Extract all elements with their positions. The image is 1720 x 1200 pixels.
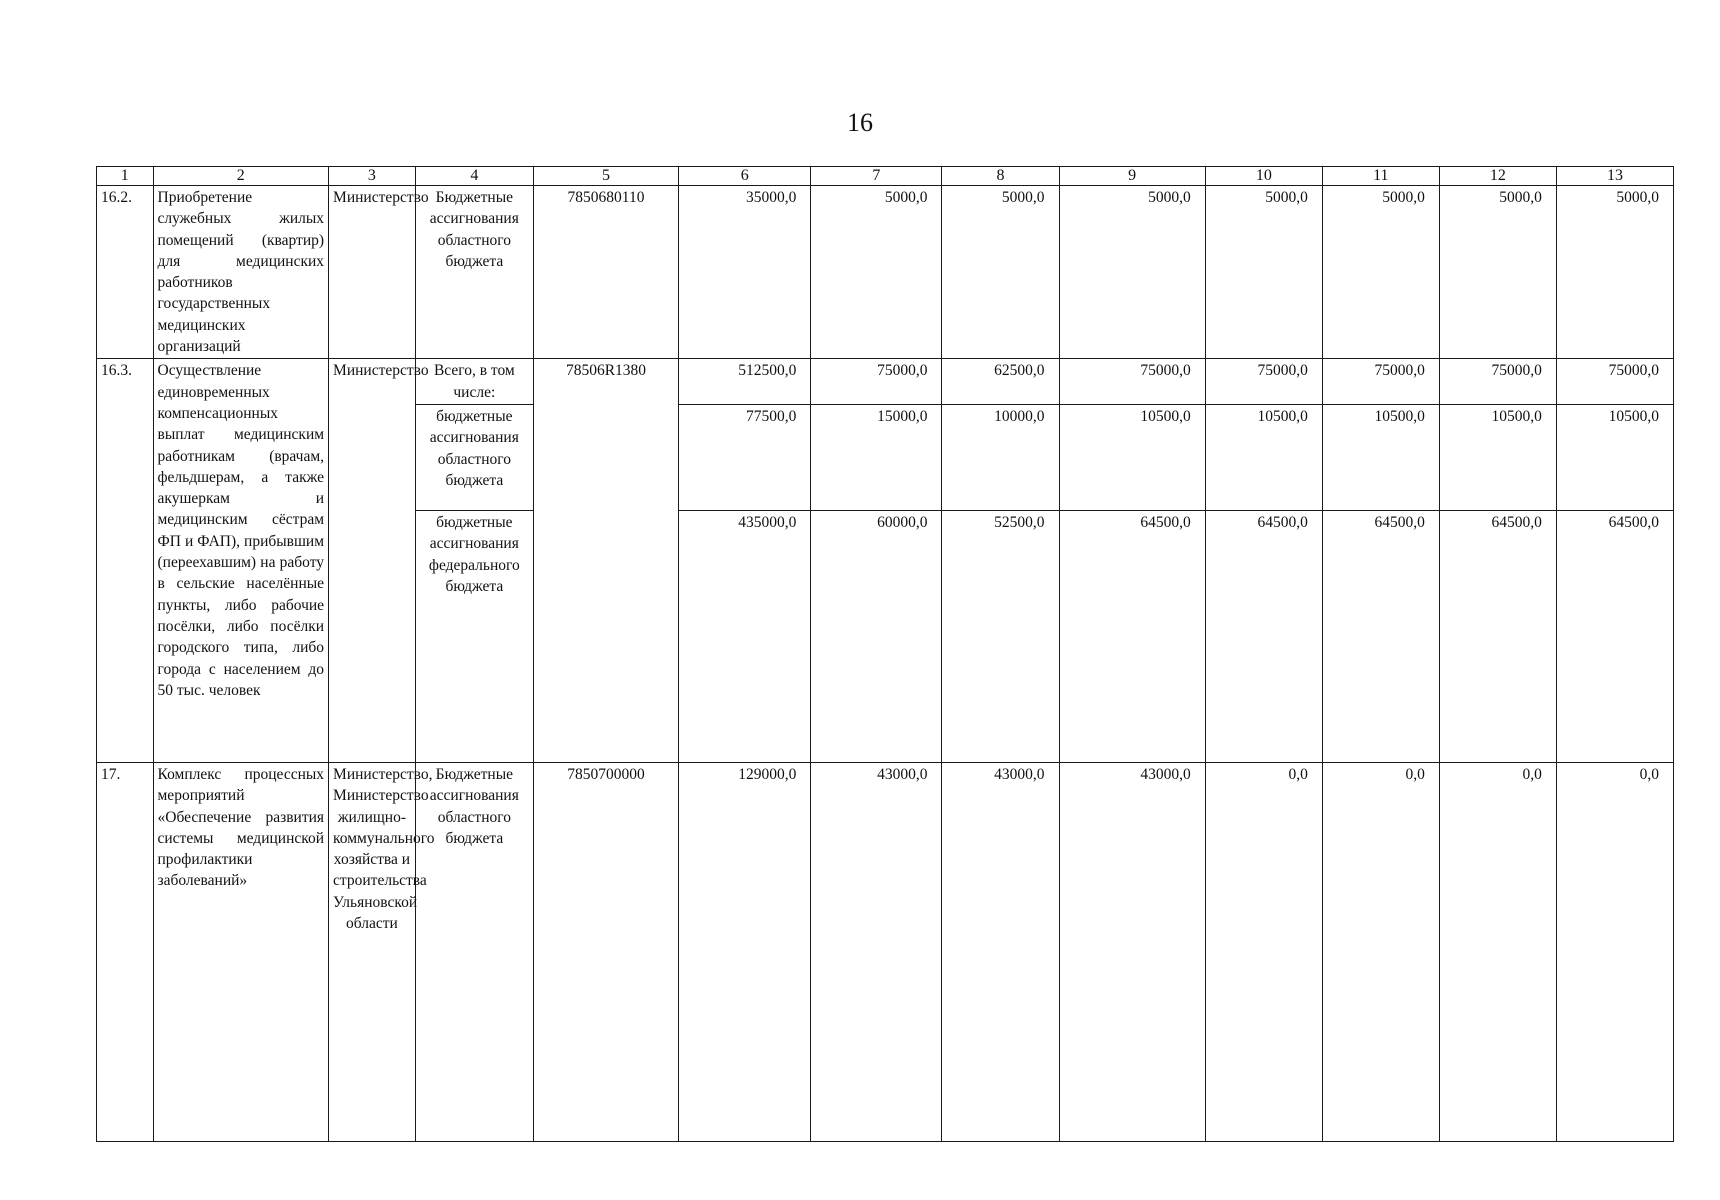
total-value: 35000,0: [679, 186, 811, 359]
year-value: 62500,0: [942, 359, 1059, 405]
year-value: 64500,0: [1439, 510, 1556, 762]
year-value: 5000,0: [1322, 186, 1439, 359]
year-value: 5000,0: [1205, 186, 1322, 359]
executor: Министерство: [329, 186, 416, 359]
year-value: 10500,0: [1322, 404, 1439, 510]
column-header: 12: [1439, 167, 1556, 186]
executor: Министерство, Министерство жилищно-коммунального хозяйства и строительства Ульяновской области: [329, 762, 416, 1141]
year-value: 5000,0: [1556, 186, 1673, 359]
year-value: 43000,0: [942, 762, 1059, 1141]
column-header: 2: [153, 167, 329, 186]
page-number: 16: [847, 108, 873, 137]
funding-source: бюджетные ассигнования федерального бюджета: [415, 510, 533, 762]
funding-source: Бюджетные ассигнования областного бюджета: [415, 762, 533, 1141]
year-value: 64500,0: [1556, 510, 1673, 762]
year-value: 10500,0: [1059, 404, 1205, 510]
column-header: 7: [811, 167, 942, 186]
column-header: 3: [329, 167, 416, 186]
year-value: 75000,0: [1439, 359, 1556, 405]
year-value: 10500,0: [1556, 404, 1673, 510]
table-row: [97, 359, 1674, 405]
column-header: 8: [942, 167, 1059, 186]
budget-code: 78506R1380: [533, 359, 678, 763]
header-row: [97, 167, 1674, 186]
year-value: 5000,0: [1439, 186, 1556, 359]
year-value: 64500,0: [1205, 510, 1322, 762]
funding-source: Бюджетные ассигнования областного бюджета: [415, 186, 533, 359]
funding-source: бюджетные ассигнования областного бюджета: [415, 404, 533, 510]
column-header: 1: [97, 167, 154, 186]
column-header: 10: [1205, 167, 1322, 186]
activity-name: Осуществление единовременных компенсационных выплат медицинским работникам (врачам, фельдшерам, а также акушеркам и медицинским сёстрам ФП и ФАП), прибывшим (переехавшим) на работу в сельские населённые пункты, либо рабочие посёлки, либо посёлки городского типа, либо города с населением до 50 тыс. человек: [153, 359, 329, 763]
year-value: 75000,0: [1556, 359, 1673, 405]
activity-name: Комплекс процессных мероприятий «Обеспечение развития системы медицинской профилактики заболеваний»: [153, 762, 329, 1141]
year-value: 15000,0: [811, 404, 942, 510]
year-value: 5000,0: [942, 186, 1059, 359]
year-value: 64500,0: [1059, 510, 1205, 762]
year-value: 10000,0: [942, 404, 1059, 510]
year-value: 0,0: [1322, 762, 1439, 1141]
row-number: 17.: [97, 762, 154, 1141]
year-value: 60000,0: [811, 510, 942, 762]
year-value: 10500,0: [1205, 404, 1322, 510]
year-value: 64500,0: [1322, 510, 1439, 762]
year-value: 10500,0: [1439, 404, 1556, 510]
column-header: 4: [415, 167, 533, 186]
budget-code: 7850700000: [533, 762, 678, 1141]
year-value: 0,0: [1556, 762, 1673, 1141]
total-value: 512500,0: [679, 359, 811, 405]
table-row: [97, 186, 1674, 359]
row-number: 16.2.: [97, 186, 154, 359]
table-row: [97, 762, 1674, 1141]
column-header: 6: [679, 167, 811, 186]
year-value: 5000,0: [811, 186, 942, 359]
year-value: 75000,0: [1322, 359, 1439, 405]
year-value: 0,0: [1205, 762, 1322, 1141]
row-number: 16.3.: [97, 359, 154, 763]
activity-name: Приобретение служебных жилых помещений (квартир) для медицинских работников государственных медицинских организаций: [153, 186, 329, 359]
year-value: 0,0: [1439, 762, 1556, 1141]
year-value: 75000,0: [1059, 359, 1205, 405]
year-value: 75000,0: [1205, 359, 1322, 405]
funding-source: Всего, в том числе:: [415, 359, 533, 405]
column-header: 11: [1322, 167, 1439, 186]
total-value: 129000,0: [679, 762, 811, 1141]
budget-code: 7850680110: [533, 186, 678, 359]
year-value: 43000,0: [811, 762, 942, 1141]
total-value: 435000,0: [679, 510, 811, 762]
year-value: 43000,0: [1059, 762, 1205, 1141]
year-value: 75000,0: [811, 359, 942, 405]
budget-table: [96, 166, 1674, 1142]
total-value: 77500,0: [679, 404, 811, 510]
column-header: 9: [1059, 167, 1205, 186]
executor: Министерство: [329, 359, 416, 763]
year-value: 52500,0: [942, 510, 1059, 762]
column-header: 13: [1556, 167, 1673, 186]
column-header: 5: [533, 167, 678, 186]
year-value: 5000,0: [1059, 186, 1205, 359]
